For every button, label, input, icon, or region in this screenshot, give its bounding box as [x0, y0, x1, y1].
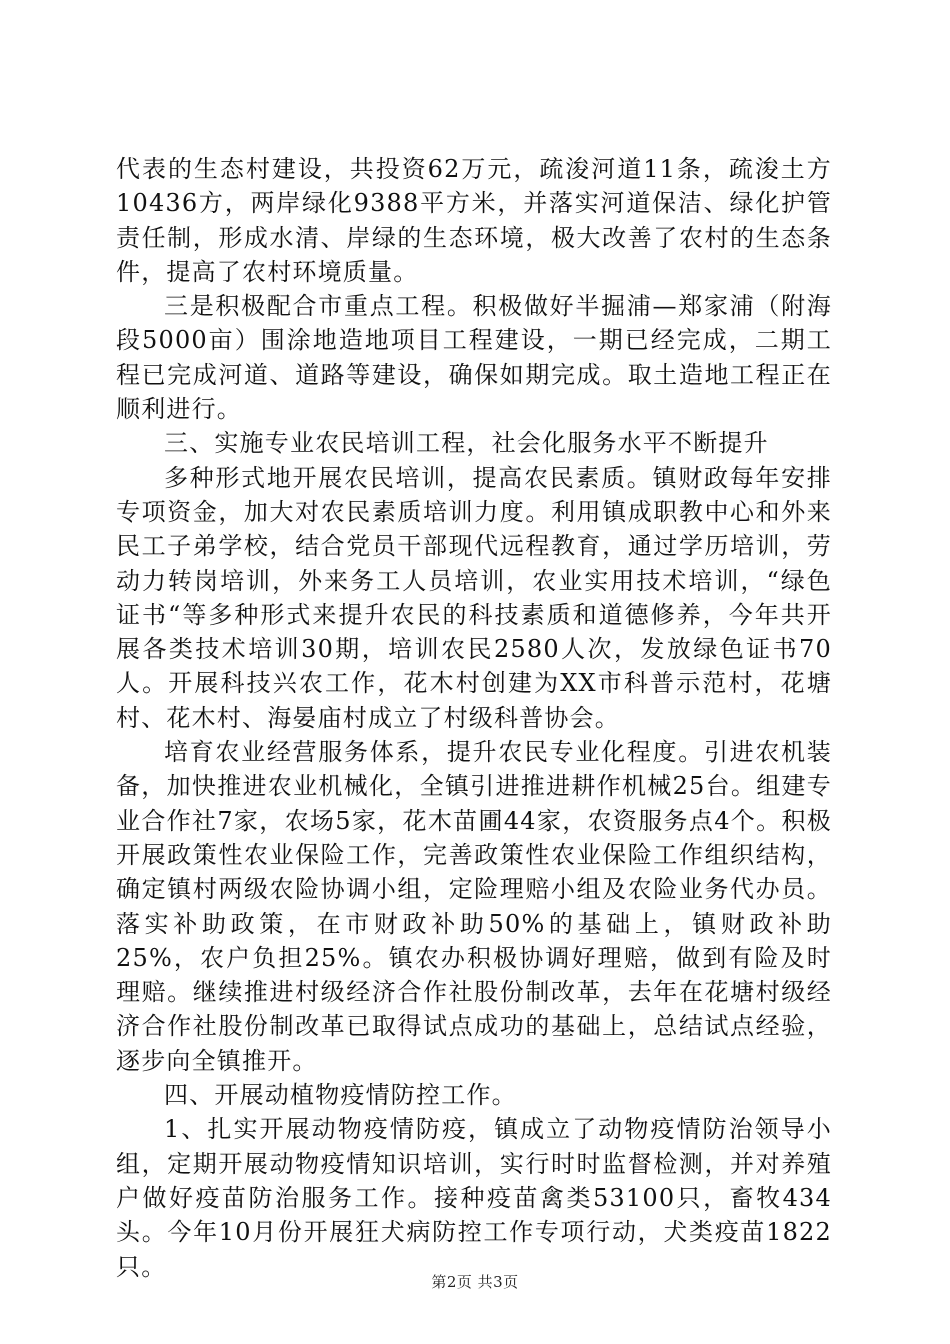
section-heading-epidemic-control: 四、开展动植物疫情防控工作。 [164, 1081, 517, 1110]
page-number-footer: 第2页 共3页 [431, 1273, 519, 1291]
paragraph-farmer-training: 多种形式地开展农民培训，提高农民素质。镇财政每年安排专项资金，加大对农民素质培训力度。利用镇成职教中心和外来民工子弟学校，结合党员干部现代远程教育，通过学历培训，劳动力转岗培训，外来务工人员培训，农业实用技术培训，“绿色证书“等多种形式来提升农民的科技素质和道德修养，今年共开展各类技术培训30期，培训农民2580人次，发放绿色证书70人。开展科技兴农工作，花木村创建为XX市科普示范村，花塘村、花木村、海晏庙村成立了村级科普协会。 [116, 463, 832, 732]
section-heading-farmer-training: 三、实施专业农民培训工程，社会化服务水平不断提升 [164, 429, 769, 458]
paragraph-agricultural-services: 培育农业经营服务体系，提升农民专业化程度。引进农机装备，加快推进农业机械化，全镇引进推进耕作机械25台。组建专业合作社7家，农场5家，花木苗圃44家，农资服务点4个。积极开展政策性农业保险工作，完善政策性农业保险工作组织结构，确定镇村两级农险协调小组，定险理赔小组及农险业务代办员。落实补助政策，在市财政补助50%的基础上，镇财政补助25%，农户负担25%。镇农办积极协调好理赔，做到有险及时理赔。继续推进村级经济合作社股份制改革，去年在花塘村级经济合作社股份制改革已取得试点成功的基础上，总结试点经验，逐步向全镇推开。 [116, 738, 832, 1075]
document-body [116, 152, 832, 1284]
paragraph-ecological-village: 代表的生态村建设，共投资62万元，疏浚河道11条，疏浚土方10436方，两岸绿化9388平方米，并落实河道保洁、绿化护管责任制，形成水清、岸绿的生态环境，极大改善了农村的生态条件，提高了农村环境质量。 [116, 155, 832, 286]
paragraph-key-project: 三是积极配合市重点工程。积极做好半掘浦—郑家浦（附海段5000亩）围涂地造地项目工程建设，一期已经完成，二期工程已完成河道、道路等建设，确保如期完成。取土造地工程正在顺利进行。 [116, 292, 832, 424]
paragraph-animal-epidemic: 1、扎实开展动物疫情防疫，镇成立了动物疫情防治领导小组，定期开展动物疫情知识培训，实行时时监督检测，并对养殖户做好疫苗防治服务工作。接种疫苗禽类53100只，畜牧434头。今年10月份开展狂犬病防控工作专项行动，犬类疫苗1822只。 [116, 1115, 832, 1281]
